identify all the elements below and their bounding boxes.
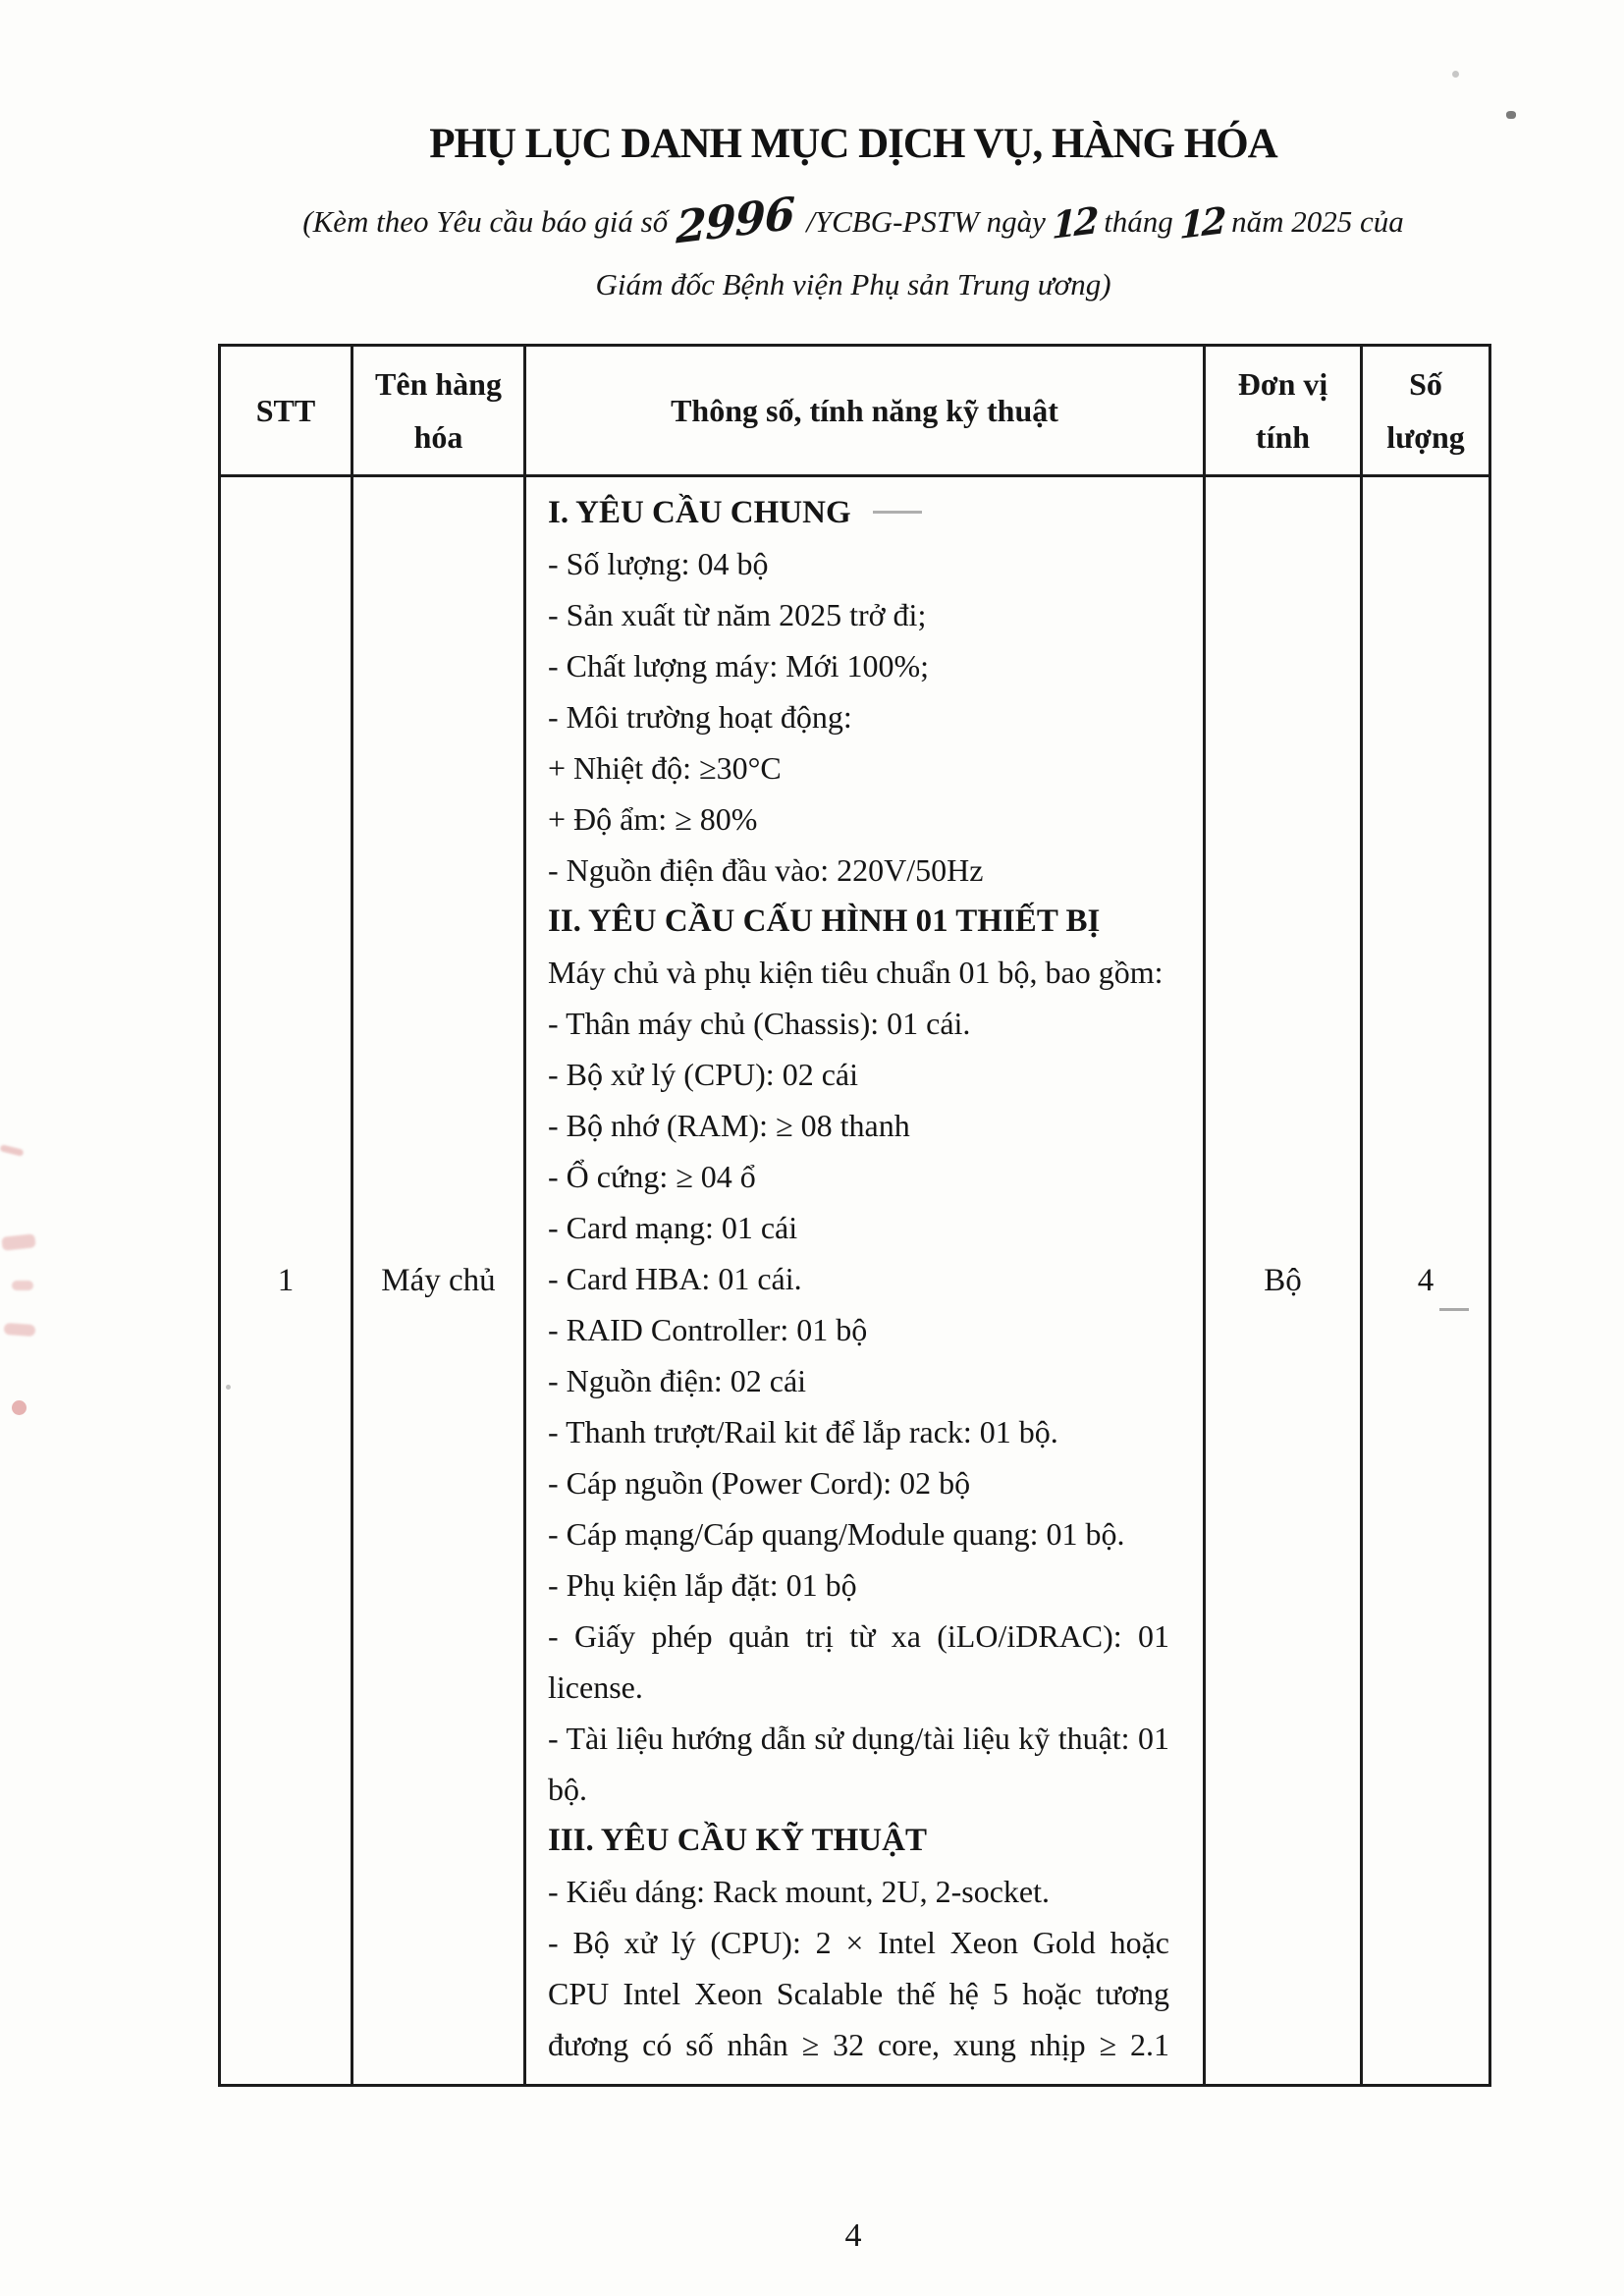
spec-item: - Giấy phép quản trị từ xa (iLO/iDRAC): 01 license. — [548, 1618, 1169, 1705]
spec-item: - Card HBA: 01 cái. — [548, 1261, 802, 1296]
spec-item: - Nguồn điện đầu vào: 220V/50Hz — [548, 852, 984, 888]
handwritten-day: 12 — [1051, 198, 1097, 247]
scan-margin-mark — [1, 1233, 35, 1250]
spec-item: - Tài liệu hướng dẫn sử dụng/tài liệu kỹ thuật: 01 bộ. — [548, 1721, 1169, 1807]
subtitle-pre: (Kèm theo Yêu cầu báo giá số — [302, 204, 669, 239]
goods-spec-table — [218, 344, 1491, 2087]
header-stt: STT — [220, 346, 352, 476]
spec-item: - Ổ cứng: ≥ 04 ổ — [548, 1159, 756, 1194]
header-quantity: Số lượng — [1362, 346, 1490, 476]
scan-speck — [1452, 71, 1459, 78]
cell-unit: Bộ — [1205, 476, 1362, 2086]
spec-item: - Kiểu dáng: Rack mount, 2U, 2-socket. — [548, 1874, 1050, 1909]
spec-section-heading: I. YÊU CẦU CHUNG — [548, 487, 1169, 538]
spec-item: - Số lượng: 04 bộ — [548, 546, 769, 581]
table-row — [220, 476, 1490, 2086]
table-header-row — [220, 346, 1490, 476]
quantity-value: 4 — [1417, 1262, 1435, 1298]
scan-speck — [1506, 111, 1516, 119]
spec-item: - Cáp mạng/Cáp quang/Module quang: 01 bộ. — [548, 1516, 1125, 1552]
document-subtitle-line2: Giám đốc Bệnh viện Phụ sản Trung ương) — [595, 267, 1111, 301]
spec-item: - RAID Controller: 01 bộ — [548, 1312, 868, 1347]
spec-list — [548, 487, 1169, 2070]
spec-item: - Bộ xử lý (CPU): 02 cái — [548, 1057, 858, 1092]
header-product-name: Tên hàng hóa — [352, 346, 525, 476]
spec-item: - Bộ xử lý (CPU): 2 × Intel Xeon Gold hoặc CPU Intel Xeon Scalable thế hệ 5 hoặc tương đương có số nhân ≥ 32 core, xung nhịp ≥ 2.1 — [548, 1925, 1169, 2062]
scan-margin-mark — [0, 1144, 24, 1157]
spec-item: Máy chủ và phụ kiện tiêu chuẩn 01 bộ, bao gồm: — [548, 955, 1164, 990]
handwritten-quote-number: 2996 — [676, 187, 795, 254]
spec-section-heading: II. YÊU CẦU CẤU HÌNH 01 THIẾT BỊ — [548, 903, 1101, 939]
cell-specs — [525, 476, 1205, 2086]
document-subtitle-line1 — [41, 187, 1624, 254]
spec-item: - Thân máy chủ (Chassis): 01 cái. — [548, 1006, 971, 1041]
subtitle-mid: /YCBG-PSTW ngày — [806, 204, 1046, 239]
spec-section-heading: III. YÊU CẦU KỸ THUẬT — [548, 1823, 927, 1858]
cell-quantity — [1362, 476, 1490, 2086]
spec-item: - Môi trường hoạt động: — [548, 699, 852, 735]
cell-product-name: Máy chủ — [352, 476, 525, 2086]
handwritten-month: 12 — [1178, 198, 1224, 247]
spec-item: - Cáp nguồn (Power Cord): 02 bộ — [548, 1465, 971, 1501]
spec-item: + Độ ẩm: ≥ 80% — [548, 801, 758, 837]
subtitle-post: năm 2025 của — [1231, 204, 1404, 239]
spec-item: + Nhiệt độ: ≥30°C — [548, 750, 782, 786]
scan-margin-mark — [12, 1400, 27, 1415]
page-number: 4 — [844, 2217, 862, 2254]
header-unit: Đơn vị tính — [1205, 346, 1362, 476]
spec-item: - Card mạng: 01 cái — [548, 1210, 798, 1245]
spec-item: - Phụ kiện lắp đặt: 01 bộ — [548, 1567, 857, 1603]
spec-item: - Sản xuất từ năm 2025 trở đi; — [548, 597, 927, 632]
scan-margin-mark — [12, 1281, 33, 1290]
page-title: PHỤ LỤC DANH MỤC DỊCH VỤ, HÀNG HÓA — [429, 121, 1277, 167]
spec-item: - Nguồn điện: 02 cái — [548, 1363, 807, 1398]
spec-item: - Bộ nhớ (RAM): ≥ 08 thanh — [548, 1108, 910, 1143]
header-specs: Thông số, tính năng kỹ thuật — [525, 346, 1205, 476]
scan-artifact-dash — [1439, 1308, 1469, 1311]
subtitle-thang: tháng — [1104, 204, 1173, 239]
spec-item: - Chất lượng máy: Mới 100%; — [548, 648, 930, 683]
scan-margin-mark — [4, 1323, 36, 1337]
spec-item: - Thanh trượt/Rail kit để lắp rack: 01 bộ. — [548, 1414, 1058, 1449]
cell-stt: 1 — [220, 476, 352, 2086]
